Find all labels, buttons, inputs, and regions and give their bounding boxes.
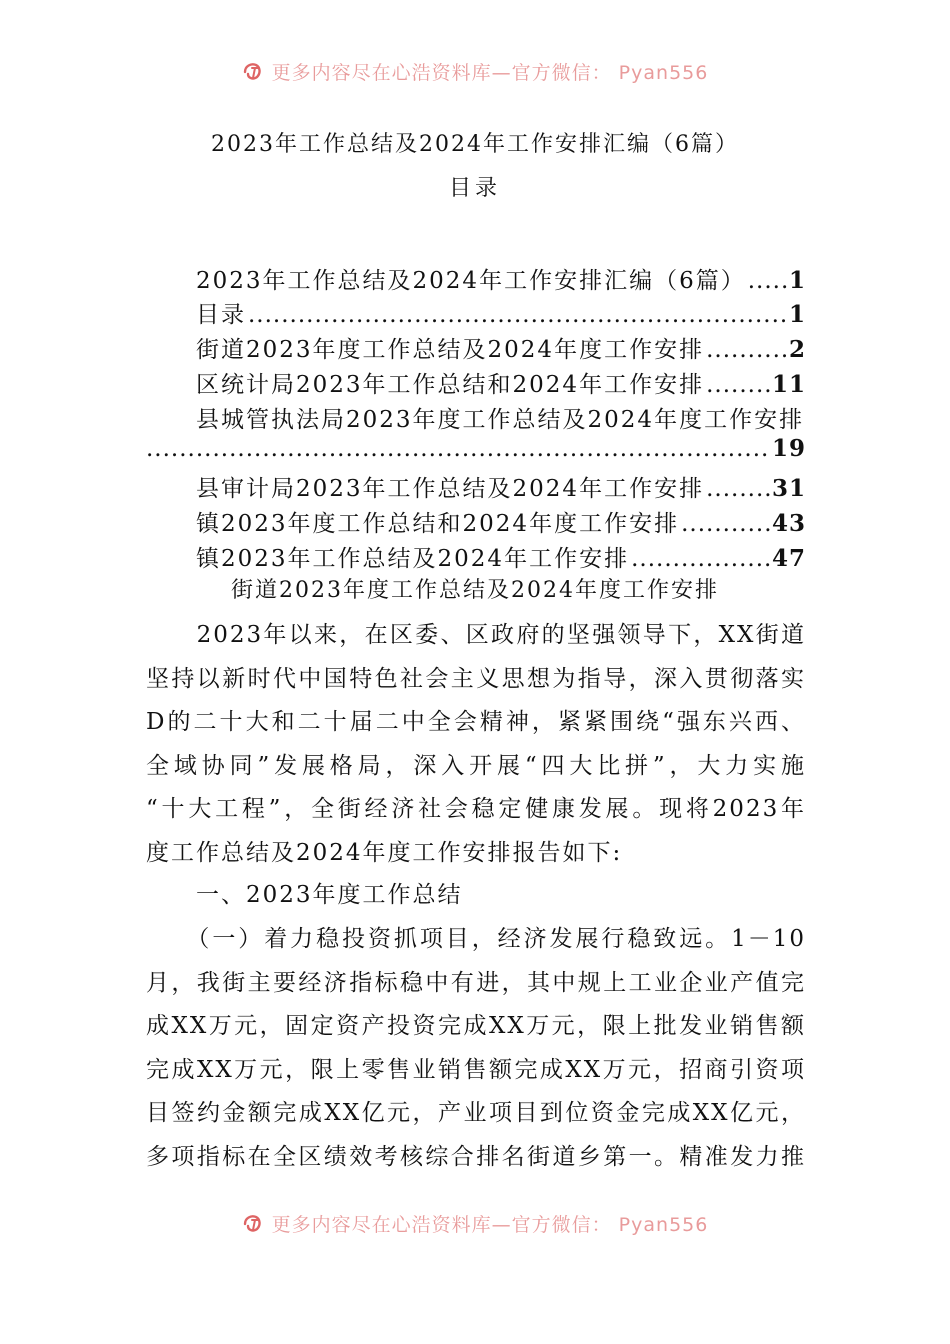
- toc-entry-page: 47: [771, 545, 806, 572]
- toc-entry-title: 镇2023年度工作总结和2024年度工作安排: [196, 511, 680, 537]
- toc-entry-page: 1: [788, 301, 806, 328]
- paragraph-line: （一）着力稳投资抓项目，经济发展行稳致远。1－10: [146, 926, 806, 952]
- toc-entry[interactable]: [196, 262, 806, 296]
- toc-entry[interactable]: [196, 401, 808, 435]
- watermark-text: 更多内容尽在心浩资料库—官方微信： Pyan556: [271, 1213, 709, 1236]
- toc-entry-page: 11: [771, 371, 806, 398]
- toc-entry[interactable]: [196, 505, 806, 539]
- document-title: 2023年工作总结及2024年工作安排汇编（6篇）: [211, 132, 739, 157]
- toc-entry-page: 43: [771, 510, 806, 537]
- toc-leader-dots: [706, 337, 787, 363]
- watermark-bottom: [0, 1208, 950, 1238]
- paragraph-line: 月，我街主要经济指标稳中有进，其中规上工业企业产值完: [146, 969, 806, 996]
- toc-entry-page: 1: [788, 267, 806, 294]
- body-paragraph: [146, 614, 806, 875]
- toc-leader-dots: [631, 546, 770, 572]
- subsection-heading: [146, 874, 806, 918]
- body-paragraph: [146, 918, 806, 1179]
- watermark-logo-icon: [242, 60, 264, 82]
- watermark-logo-icon: [242, 1212, 264, 1234]
- paragraph-line: 度工作总结及2024年度工作安排报告如下:: [146, 839, 623, 866]
- paragraph-line: 目签约金额完成XX亿元，产业项目到位资金完成XX亿元，: [146, 1100, 806, 1126]
- toc-entry-page: 2: [788, 336, 806, 363]
- toc-entry-title: 区统计局2023年工作总结和2024年工作安排: [196, 372, 705, 398]
- toc-entry[interactable]: [196, 331, 806, 365]
- toc-leader-dots: [748, 268, 787, 294]
- paragraph-line: 多项指标在全区绩效考核综合排名街道乡第一。精准发力推: [146, 1143, 806, 1170]
- toc-entry-title: 目录: [196, 302, 246, 328]
- watermark-text: 更多内容尽在心浩资料库—官方微信： Pyan556: [271, 61, 709, 84]
- paragraph-line: 一、2023年度工作总结: [146, 882, 463, 908]
- toc-entry[interactable]: [196, 470, 806, 504]
- toc-entry-continuation[interactable]: [146, 435, 806, 469]
- section-title: 街道2023年度工作总结及2024年度工作安排: [231, 578, 719, 603]
- toc-entry-title: 镇2023年工作总结及2024年工作安排: [196, 546, 630, 572]
- toc-entry[interactable]: [196, 296, 806, 330]
- paragraph-line: 成XX万元，固定资产投资完成XX万元，限上批发业销售额: [146, 1013, 806, 1039]
- toc-entry-title: 2023年工作总结及2024年工作安排汇编（6篇）: [196, 268, 746, 294]
- toc-entry-title: 县城管执法局2023年度工作总结及2024年度工作安排: [196, 407, 805, 433]
- toc-heading: 目录: [448, 176, 501, 201]
- toc-leader-dots: [248, 302, 787, 328]
- paragraph-line: “十大工程”，全街经济社会稳定健康发展。现将2023年: [146, 796, 806, 822]
- paragraph-line: 2023年以来，在区委、区政府的坚强领导下，XX街道: [146, 622, 806, 648]
- toc-entry[interactable]: [196, 540, 806, 574]
- toc-entry-title: 街道2023年度工作总结及2024年度工作安排: [196, 337, 705, 363]
- paragraph-line: 完成XX万元，限上零售业销售额完成XX万元，招商引资项: [146, 1056, 806, 1083]
- paragraph-line: D的二十大和二十届二中全会精神，紧紧围绕“强东兴西、: [146, 709, 806, 735]
- paragraph-line: 坚持以新时代中国特色社会主义思想为指导，深入贯彻落实: [146, 665, 806, 692]
- toc-entry-page: 31: [771, 475, 806, 502]
- toc-leader-dots: [706, 476, 770, 502]
- toc-leader-dots: [681, 511, 770, 537]
- toc-entry-title: 县审计局2023年工作总结及2024年工作安排: [196, 476, 705, 502]
- toc-leader-dots: [706, 372, 770, 398]
- toc-entry-page: 19: [771, 435, 806, 462]
- toc-entry[interactable]: [196, 366, 806, 400]
- toc-leader-dots: [146, 436, 770, 462]
- watermark-top: [0, 56, 950, 86]
- paragraph-line: 全域协同”发展格局，深入开展“四大比拼”，大力实施: [146, 752, 806, 779]
